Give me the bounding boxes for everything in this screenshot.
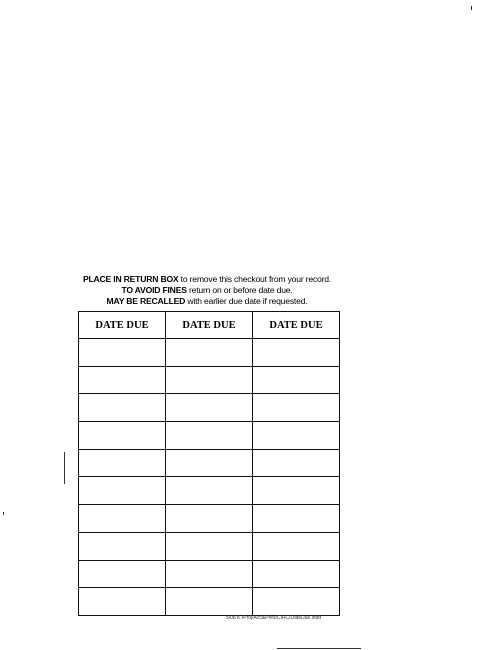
date-due-cell (79, 449, 166, 477)
date-due-cell (253, 505, 340, 533)
instruction-line-1: PLACE IN RETURN BOX to remove this checkout from your record. (82, 274, 332, 284)
date-due-cell (79, 477, 166, 505)
table-row (79, 560, 340, 588)
date-due-cell (166, 477, 253, 505)
date-due-table (78, 311, 340, 616)
date-due-cell (253, 339, 340, 367)
date-due-cell (253, 422, 340, 450)
date-due-cell (166, 394, 253, 422)
date-due-cell (253, 394, 340, 422)
date-due-cell (166, 339, 253, 367)
table-row (79, 449, 340, 477)
table-row (79, 366, 340, 394)
date-due-cell (79, 560, 166, 588)
date-due-cell (166, 449, 253, 477)
date-due-cell (253, 366, 340, 394)
date-due-cell (253, 532, 340, 560)
date-due-cell (79, 588, 166, 616)
date-due-cell (79, 505, 166, 533)
corner-mark (471, 6, 472, 10)
header-row (79, 312, 340, 339)
table-row (79, 477, 340, 505)
date-due-cell (79, 366, 166, 394)
instruction-line-2: TO AVOID FINES return on or before date due. (121, 285, 293, 295)
date-due-header: DATE DUE (166, 312, 253, 339)
date-due-cell (166, 560, 253, 588)
date-due-cell (79, 394, 166, 422)
form-code: 5/08 K:/Proj/Acc&Pres/CIRC/DateDue.indd (226, 615, 322, 621)
date-due-cell (253, 588, 340, 616)
date-due-cell (253, 477, 340, 505)
date-due-cell (253, 560, 340, 588)
bottom-rule (277, 648, 361, 649)
table-row (79, 532, 340, 560)
table-row (79, 588, 340, 616)
date-due-cell (166, 588, 253, 616)
margin-mark (64, 452, 65, 484)
date-due-cell (79, 422, 166, 450)
date-due-cell (166, 505, 253, 533)
date-due-cell (166, 422, 253, 450)
table-row (79, 339, 340, 367)
table-row (79, 505, 340, 533)
return-instructions (74, 274, 340, 307)
table-row (79, 394, 340, 422)
date-due-header: DATE DUE (253, 312, 340, 339)
date-due-cell (79, 532, 166, 560)
instruction-line-3: MAY BE RECALLED with earlier due date if requested. (106, 296, 308, 306)
date-due-cell (166, 532, 253, 560)
date-due-header: DATE DUE (79, 312, 166, 339)
table-row (79, 422, 340, 450)
date-due-cell (253, 449, 340, 477)
margin-mark (3, 512, 4, 515)
date-due-cell (166, 366, 253, 394)
date-due-cell (79, 339, 166, 367)
